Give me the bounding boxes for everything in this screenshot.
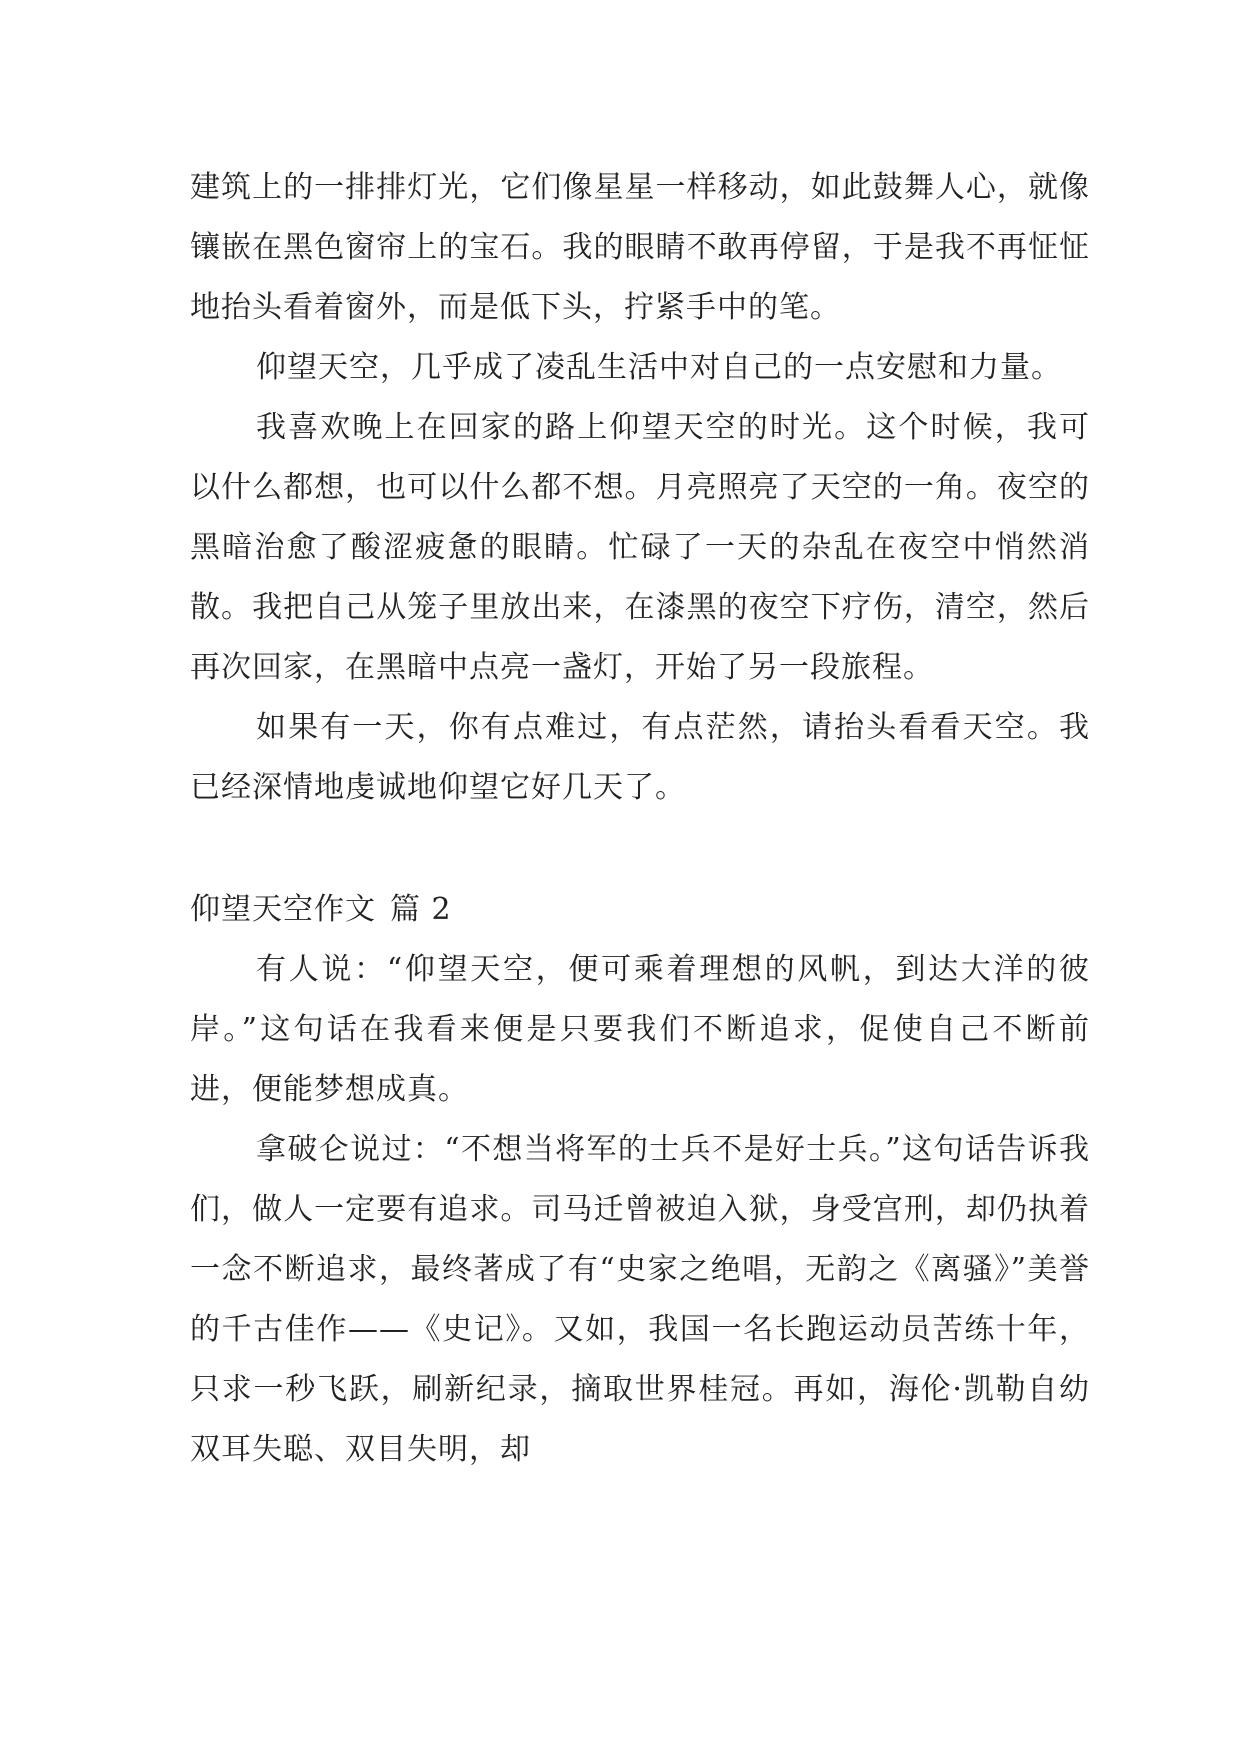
section-heading (190, 880, 1090, 940)
paragraph: 如果有一天，你有点难过，有点茫然，请抬头看看天空。我已经深情地虔诚地仰望它好几天了。 (190, 710, 1090, 805)
section-heading-title: 仰望天空作文 (190, 892, 376, 927)
paragraph: 拿破仑说过：“不想当将军的士兵不是好士兵。”这句话告诉我们，做人一定要有追求。司马迁曾被迫入狱，身受宫刑，却仍执着一念不断追求，最终著成了有“史家之绝唱，无韵之《离骚》”美誉的千古佳作——《史记》。又如，我国一名长跑运动员苦练十年，只求一秒飞跃，刷新纪录，摘取世界桂冠。再如，海伦·凯勒自幼双耳失聪、双目失明，却 (190, 1132, 1090, 1467)
section-heading-number: 篇 2 (390, 892, 452, 927)
paragraph: 有人说：“仰望天空，便可乘着理想的风帆，到达大洋的彼岸。”这句话在我看来便是只要我们不断追求，促使自己不断前进，便能梦想成真。 (190, 952, 1090, 1107)
paragraph: 建筑上的一排排灯光，它们像星星一样移动，如此鼓舞人心，就像镶嵌在黑色窗帘上的宝石。我的眼睛不敢再停留，于是我不再怔怔地抬头看着窗外，而是低下头，拧紧手中的笔。 (190, 170, 1090, 325)
section-spacer (190, 818, 1090, 880)
paragraph: 我喜欢晚上在回家的路上仰望天空的时光。这个时候，我可以什么都想，也可以什么都不想。月亮照亮了天空的一角。夜空的黑暗治愈了酸涩疲惫的眼睛。忙碌了一天的杂乱在夜空中悄然消散。我把自己从笼子里放出来，在漆黑的夜空下疗伤，清空，然后再次回家，在黑暗中点亮一盏灯，开始了另一段旅程。 (190, 410, 1090, 685)
document-body (190, 158, 1090, 1480)
paragraph: 仰望天空，几乎成了凌乱生活中对自己的一点安慰和力量。 (256, 350, 1062, 385)
